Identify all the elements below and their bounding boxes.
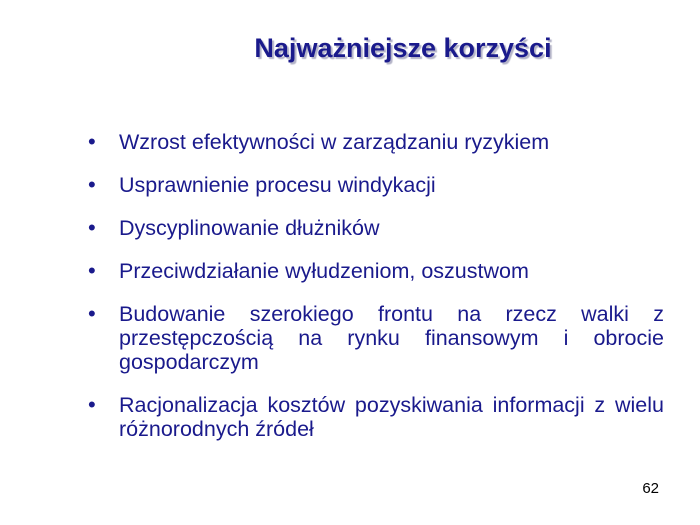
bullet-item: • Wzrost efektywności w zarządzaniu ryzykiem (88, 130, 664, 154)
bullet-item: • Budowanie szerokiego frontu na rzecz walki z przestępczością na rynku finansowym i obrocie gospodarczym (88, 302, 664, 374)
slide-title: Najważniejsze korzyści (254, 33, 552, 63)
page-number: 62 (642, 480, 659, 497)
bullet-list (88, 130, 664, 460)
bullet-item: • Racjonalizacja kosztów pozyskiwania informacji z wielu różnorodnych źródeł (88, 393, 664, 441)
bullet-item: • Dyscyplinowanie dłużników (88, 216, 664, 240)
bullet-item: • Usprawnienie procesu windykacji (88, 173, 664, 197)
bullet-item: • Przeciwdziałanie wyłudzeniom, oszustwom (88, 259, 664, 283)
